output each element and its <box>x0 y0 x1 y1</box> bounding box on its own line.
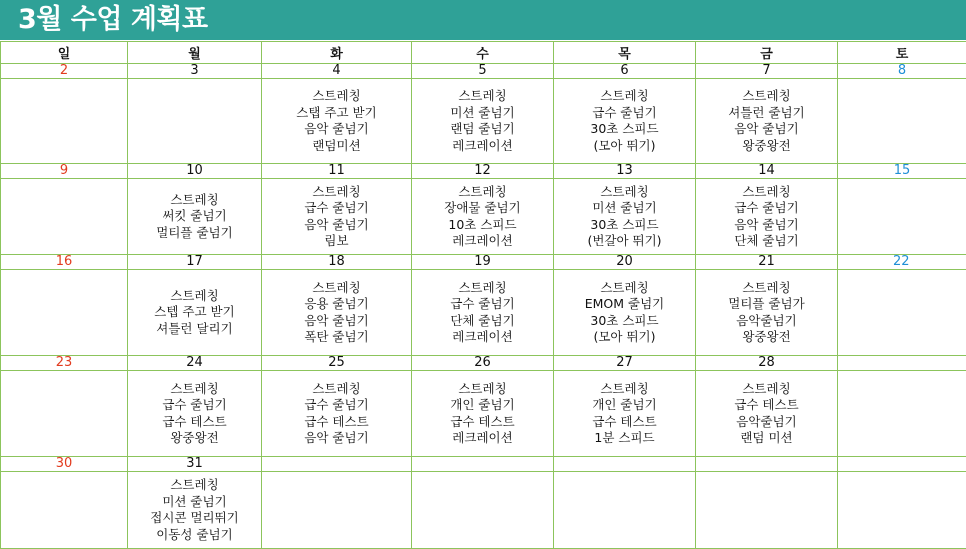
activity-item: 1분 스피드 <box>554 430 695 447</box>
weekday-header: 월 <box>128 42 262 64</box>
activity-item: 스텝 주고 받기 <box>128 304 261 321</box>
date-cell: 22 <box>893 254 910 269</box>
activity-item: 개인 줄넘기 <box>554 397 695 414</box>
weekday-header: 화 <box>262 42 412 64</box>
activity-item: 음악줄넘기 <box>696 313 837 330</box>
activity-item: 멀티플 줄넘기 <box>128 225 261 242</box>
activity-item: 왕중왕전 <box>696 138 837 155</box>
activity-item: 미션 줄넘기 <box>554 200 695 217</box>
activity-item: 스트레칭 <box>554 184 695 201</box>
activity-item: 스트레칭 <box>696 88 837 105</box>
date-cell: 30 <box>1 457 128 472</box>
date-row <box>1 255 966 270</box>
activity-item: 급수 테스트 <box>412 414 553 431</box>
activity-item: 음악 줄넘기 <box>262 313 411 330</box>
activity-cell <box>262 472 412 549</box>
activity-item: 레크레이션 <box>412 138 553 155</box>
activity-item: 음악 줄넘기 <box>262 430 411 447</box>
activity-item: 스트레칭 <box>554 88 695 105</box>
activity-item: 랜덤 미션 <box>696 430 837 447</box>
date-cell: 15 <box>838 164 966 179</box>
weekday-header: 토 <box>838 42 966 64</box>
date-cell: 8 <box>838 64 966 79</box>
date-cell: 9 <box>1 164 128 179</box>
activity-cell <box>128 472 262 549</box>
activity-cell <box>412 179 554 255</box>
activity-row <box>1 179 966 255</box>
date-cell: 6 <box>554 64 696 79</box>
activity-cell <box>262 179 412 255</box>
activity-item: 미션 줄넘기 <box>128 494 261 511</box>
activity-item: 이동성 줄넘기 <box>128 527 261 544</box>
activity-cell <box>838 371 966 457</box>
activity-item: 스트레칭 <box>262 381 411 398</box>
activity-cell <box>1 179 128 255</box>
activity-item: 급수 줄넘기 <box>696 200 837 217</box>
date-cell: 3 <box>128 64 262 79</box>
activity-item: 급수 줄넘기 <box>554 105 695 122</box>
activity-cell <box>696 270 838 356</box>
weekday-header-row <box>1 42 966 64</box>
activity-cell <box>554 270 696 356</box>
activity-item: 왕중왕전 <box>696 329 837 346</box>
activity-cell <box>128 371 262 457</box>
activity-item: 멀티플 줄넘가 <box>696 296 837 313</box>
date-cell: 5 <box>412 64 554 79</box>
date-cell <box>554 457 696 472</box>
activity-item: 급수 줄넘기 <box>262 397 411 414</box>
activity-item: 스트레칭 <box>696 381 837 398</box>
date-cell: 12 <box>412 164 554 179</box>
activity-item: 10초 스피드 <box>412 217 553 234</box>
activity-item: 단체 줄넘기 <box>412 313 553 330</box>
activity-cell <box>696 371 838 457</box>
date-cell: 31 <box>128 457 262 472</box>
date-cell: 17 <box>128 255 262 270</box>
activity-cell <box>696 472 838 549</box>
weekday-header: 일 <box>1 42 128 64</box>
date-row <box>1 164 966 179</box>
activity-item: 음악 줄넘기 <box>696 217 837 234</box>
activity-item: 스트레칭 <box>412 381 553 398</box>
activity-cell <box>1 371 128 457</box>
activity-cell <box>696 79 838 164</box>
activity-cell <box>128 270 262 356</box>
date-cell: 16 <box>1 255 128 270</box>
date-cell: 18 <box>262 255 412 270</box>
weekday-header: 수 <box>412 42 554 64</box>
activity-cell <box>262 270 412 356</box>
activity-row <box>1 371 966 457</box>
activity-cell <box>554 179 696 255</box>
activity-item: 폭탄 줄넘기 <box>262 329 411 346</box>
activity-cell <box>838 179 966 255</box>
activity-item: 스탭 주고 받기 <box>262 105 411 122</box>
activity-item: 스트레칭 <box>128 477 261 494</box>
activity-item: 스트레칭 <box>128 381 261 398</box>
weekday-header: 금 <box>696 42 838 64</box>
activity-row <box>1 270 966 356</box>
date-row <box>1 64 966 79</box>
activity-item: 급수 테스트 <box>554 414 695 431</box>
activity-item: 음악 줄넘기 <box>262 121 411 138</box>
activity-cell <box>1 79 128 164</box>
activity-item: 랜덤미션 <box>262 138 411 155</box>
activity-item: 급수 테스트 <box>262 414 411 431</box>
activity-item: 접시콘 멀리뛰기 <box>128 510 261 527</box>
date-cell <box>696 457 838 472</box>
activity-item: 단체 줄넘기 <box>696 233 837 250</box>
activity-cell <box>838 472 966 549</box>
date-cell: 20 <box>554 255 696 270</box>
date-cell: 24 <box>128 356 262 371</box>
date-cell: 13 <box>554 164 696 179</box>
activity-item: (번갈아 뛰기) <box>554 233 695 250</box>
activity-cell <box>554 472 696 549</box>
activity-item: 스트레칭 <box>554 280 695 297</box>
date-cell: 26 <box>412 356 554 371</box>
activity-item: 개인 줄넘기 <box>412 397 553 414</box>
activity-item: 셔틀런 줄넘기 <box>696 105 837 122</box>
activity-item: (모아 뛰기) <box>554 138 695 155</box>
date-cell: 28 <box>696 356 838 371</box>
date-cell: 10 <box>128 164 262 179</box>
activity-item: 랜덤 줄넘기 <box>412 121 553 138</box>
activity-item: 스트레칭 <box>412 88 553 105</box>
activity-item: 스트레칭 <box>696 184 837 201</box>
activity-item: 급수 줄넘기 <box>412 296 553 313</box>
activity-item: 셔틀런 달리기 <box>128 321 261 338</box>
date-row <box>1 457 966 472</box>
activity-item: 왕중왕전 <box>128 430 261 447</box>
weekday-header: 목 <box>554 42 696 64</box>
calendar-table <box>0 41 966 549</box>
activity-item: EMOM 줄넘기 <box>554 296 695 313</box>
activity-item: 림보 <box>262 233 411 250</box>
activity-item: 스트레칭 <box>262 184 411 201</box>
activity-cell <box>1 270 128 356</box>
date-cell: 11 <box>262 164 412 179</box>
activity-cell <box>554 371 696 457</box>
date-cell: 7 <box>696 64 838 79</box>
activity-item: 스트레칭 <box>262 88 411 105</box>
activity-cell <box>262 371 412 457</box>
activity-item: 응용 줄넘기 <box>262 296 411 313</box>
date-row <box>1 356 966 371</box>
activity-item: 스트레칭 <box>554 381 695 398</box>
activity-item: 음악 줄넘기 <box>262 217 411 234</box>
activity-item: 30초 스피드 <box>554 313 695 330</box>
activity-cell <box>838 79 966 164</box>
activity-item: 레크레이션 <box>412 233 553 250</box>
activity-item: 스트레칭 <box>262 280 411 297</box>
activity-item: 써킷 줄넘기 <box>128 208 261 225</box>
activity-item: 음악줄넘기 <box>696 414 837 431</box>
activity-cell <box>696 179 838 255</box>
date-cell <box>838 457 966 472</box>
activity-item: 레크레이션 <box>412 329 553 346</box>
activity-row <box>1 472 966 549</box>
activity-item: 급수 줄넘기 <box>128 397 261 414</box>
activity-item: 급수 테스트 <box>696 397 837 414</box>
activity-cell <box>1 472 128 549</box>
activity-item: 급수 줄넘기 <box>262 200 411 217</box>
date-cell <box>412 457 554 472</box>
activity-item: 스트레칭 <box>412 280 553 297</box>
activity-cell <box>262 79 412 164</box>
activity-cell <box>412 270 554 356</box>
calendar <box>0 41 966 543</box>
date-cell <box>838 356 966 371</box>
date-cell: 14 <box>696 164 838 179</box>
activity-item: 미션 줄넘기 <box>412 105 553 122</box>
date-cell: 4 <box>262 64 412 79</box>
date-cell: 21 <box>696 255 838 270</box>
date-cell: 25 <box>262 356 412 371</box>
activity-cell <box>412 371 554 457</box>
activity-item: (모아 뛰기) <box>554 329 695 346</box>
activity-item: 스트레칭 <box>128 192 261 209</box>
activity-item: 스트레칭 <box>696 280 837 297</box>
activity-item: 장애물 줄넘기 <box>412 200 553 217</box>
date-cell: 19 <box>412 255 554 270</box>
date-cell: 23 <box>1 356 128 371</box>
date-cell: 27 <box>554 356 696 371</box>
activity-item: 30초 스피드 <box>554 121 695 138</box>
date-cell: 2 <box>1 64 128 79</box>
activity-row <box>1 79 966 164</box>
activity-cell <box>412 472 554 549</box>
page-title: 3월 수업 계획표 <box>18 2 208 38</box>
title-bar <box>0 0 966 40</box>
activity-cell <box>128 79 262 164</box>
activity-item: 스트레칭 <box>128 288 261 305</box>
activity-item: 스트레칭 <box>412 184 553 201</box>
activity-item: 레크레이션 <box>412 430 553 447</box>
activity-item: 30초 스피드 <box>554 217 695 234</box>
activity-cell <box>128 179 262 255</box>
activity-cell <box>412 79 554 164</box>
date-cell <box>262 457 412 472</box>
activity-item: 급수 테스트 <box>128 414 261 431</box>
activity-item: 음악 줄넘기 <box>696 121 837 138</box>
activity-cell <box>838 270 966 356</box>
activity-cell <box>554 79 696 164</box>
